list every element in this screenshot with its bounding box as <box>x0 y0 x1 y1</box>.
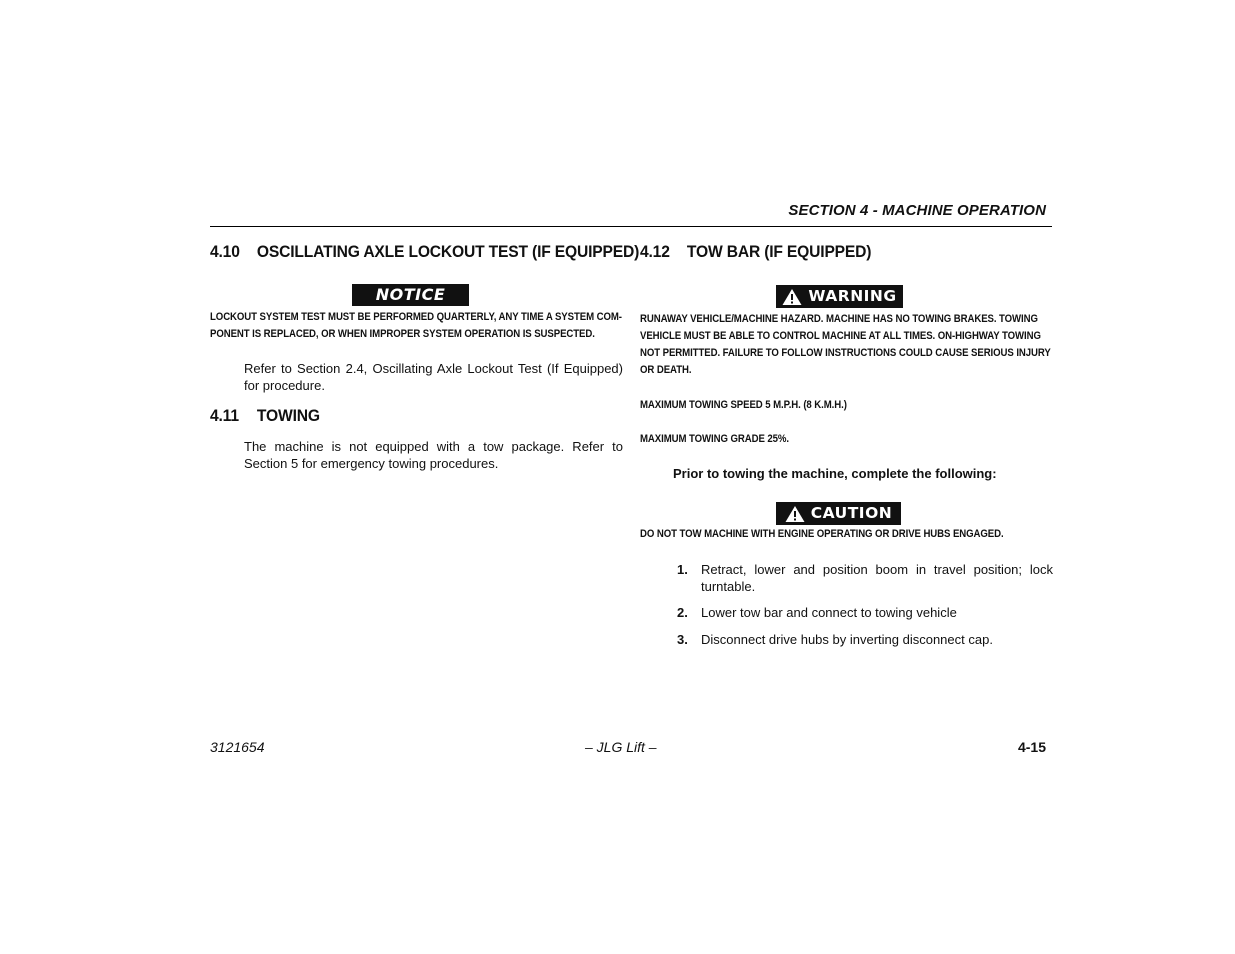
warning-text <box>640 311 1056 379</box>
header-rule <box>210 226 1052 227</box>
caution-badge <box>776 502 901 525</box>
body-paragraph-4-10: Refer to Section 2.4, Oscillating Axle Lockout Test (If Equipped) for procedure. <box>244 361 623 393</box>
heading-title: TOWING <box>256 406 320 425</box>
heading-number: 4.11 <box>210 406 239 425</box>
heading-4-11 <box>210 406 320 426</box>
step-number: 3. <box>677 632 688 647</box>
list-item <box>677 561 1053 595</box>
list-item <box>677 631 1053 648</box>
step-text: Retract, lower and position boom in travel position; lock turntable. <box>701 562 1053 594</box>
warning-line: NOT PERMITTED. FAILURE TO FOLLOW INSTRUCTIONS COULD CAUSE SERIOUS INJURY <box>640 347 1051 359</box>
warning-line: VEHICLE MUST BE ABLE TO CONTROL MACHINE AT ALL TIMES. ON-HIGHWAY TOWING <box>640 330 1041 342</box>
heading-title: OSCILLATING AXLE LOCKOUT TEST (IF EQUIPPED) <box>256 242 640 261</box>
max-towing-grade: MAXIMUM TOWING GRADE 25%. <box>640 433 789 445</box>
heading-number: 4.12 <box>640 242 670 261</box>
footer-page-number: 4-15 <box>1017 739 1046 755</box>
notice-line: LOCKOUT SYSTEM TEST MUST BE PERFORMED QUARTERLY, ANY TIME A SYSTEM COM- <box>210 311 622 323</box>
max-towing-speed: MAXIMUM TOWING SPEED 5 M.P.H. (8 K.M.H.) <box>640 399 847 411</box>
footer-brand: – JLG Lift – <box>585 739 657 755</box>
step-number: 2. <box>677 605 688 620</box>
notice-badge: NOTICE <box>352 284 469 306</box>
notice-text <box>210 309 623 343</box>
heading-4-10 <box>210 242 639 262</box>
section-header-title: SECTION 4 - MACHINE OPERATION <box>788 202 1046 219</box>
caution-label: CAUTION <box>810 504 893 522</box>
step-text: Disconnect drive hubs by inverting disconnect cap. <box>701 632 993 647</box>
warning-line: OR DEATH. <box>640 364 692 376</box>
heading-title: TOW BAR (IF EQUIPPED) <box>686 242 872 261</box>
list-item <box>677 604 1053 621</box>
warning-triangle-icon <box>782 288 802 306</box>
warning-line: RUNAWAY VEHICLE/MACHINE HAZARD. MACHINE HAS NO TOWING BRAKES. TOWING <box>640 313 1038 325</box>
body-paragraph-4-11: The machine is not equipped with a tow package. Refer to Section 5 for emergency towing procedures. <box>244 439 623 471</box>
prior-to-towing-text: Prior to towing the machine, complete the following: <box>673 466 997 481</box>
heading-4-12 <box>640 242 871 262</box>
warning-triangle-icon <box>785 505 805 523</box>
warning-label: WARNING <box>808 287 897 305</box>
step-number: 1. <box>677 562 688 577</box>
step-text: Lower tow bar and connect to towing vehicle <box>701 605 957 620</box>
heading-number: 4.10 <box>210 242 240 261</box>
notice-line: PONENT IS REPLACED, OR WHEN IMPROPER SYSTEM OPERATION IS SUSPECTED. <box>210 328 595 340</box>
footer-doc-number: 3121654 <box>210 739 265 755</box>
warning-badge <box>776 285 903 308</box>
caution-text: DO NOT TOW MACHINE WITH ENGINE OPERATING OR DRIVE HUBS ENGAGED. <box>640 528 1004 540</box>
